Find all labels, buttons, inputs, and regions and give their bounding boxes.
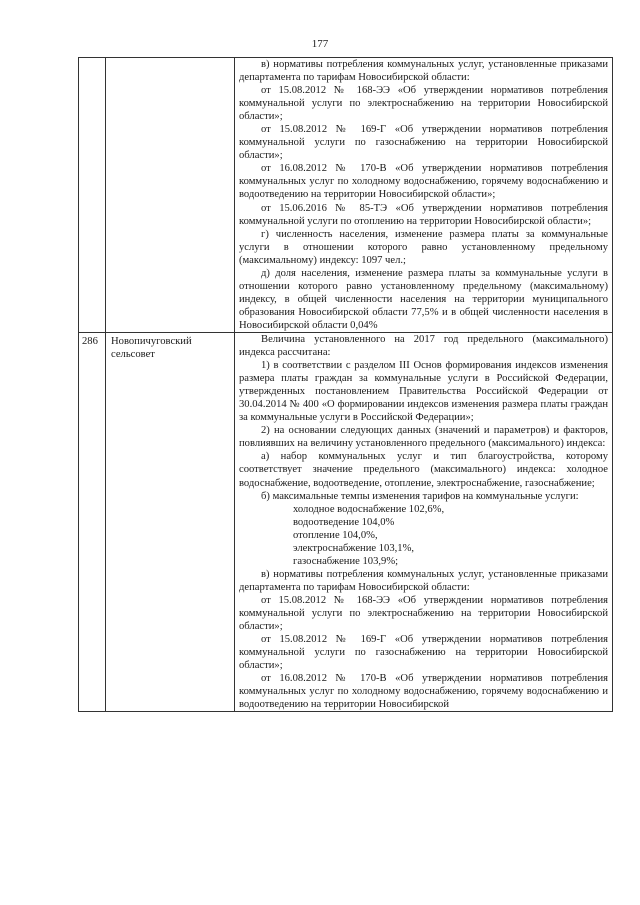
paragraph: от 15.08.2012 № 168-ЭЭ «Об утверждении нормативов потребления коммунальной услуги по электроснабжению на территории Новосибирской области»; bbox=[239, 85, 608, 123]
paragraph: 2) на основании следующих данных (значений и параметров) и факторов, повлиявших на величину установленного предельного (максимального) индекса: bbox=[239, 425, 608, 450]
municipality-cell bbox=[106, 58, 235, 333]
municipality-name: Новопичуговский сельсовет bbox=[111, 335, 192, 360]
paragraph: от 15.06.2016 № 85-ТЭ «Об утверждении нормативов потребления коммунальной услуги по отоплению на территории Новосибирской области»; bbox=[239, 202, 608, 227]
paragraph: 1) в соответствии с разделом III Основ формирования индексов изменения размера платы граждан за коммунальные услуги в Российской Федерации, утвержденных постановлением Правительства Российской Федерации от 30.04.2014 № 400 «О формировании индексов изменения размера платы граждан за коммунальные услуги в Российской Федерации»; bbox=[239, 360, 608, 424]
tariff-item: электроснабжение 103,1%, bbox=[293, 542, 415, 554]
paragraph: от 16.08.2012 № 170-В «Об утверждении нормативов потребления коммунальных услуг по холодному водоснабжению, горячему водоснабжению и водоотведению на территории Новосибирской bbox=[239, 673, 608, 711]
paragraph: а) набор коммунальных услуг и тип благоустройства, которому соответствует значение предельного (максимального) индекса: холодное водоснабжение, водоотведение, отопление, электроснабжение, газоснабжение; bbox=[239, 451, 608, 489]
table-row-286 bbox=[79, 332, 613, 711]
tariff-item: водоотведение 104,0% bbox=[293, 516, 395, 528]
municipality-cell bbox=[106, 332, 235, 711]
row-number bbox=[79, 58, 105, 60]
description-cell bbox=[235, 58, 613, 333]
paragraph: от 16.08.2012 № 170-В «Об утверждении нормативов потребления коммунальных услуг по холодному водоснабжению, горячему водоснабжению и водоотведению на территории Новосибирской области»; bbox=[239, 163, 608, 201]
tariff-item: газоснабжение 103,9%; bbox=[293, 555, 399, 567]
tariff-item: холодное водоснабжение 102,6%, bbox=[293, 503, 445, 515]
paragraph: д) доля населения, изменение размера платы за коммунальные услуги в отношении которого равно установленному предельному (максимальному) индексу, в общей численности населения на территории муниципального образования Новосибирской области 77,5% и в общей численности населения в Новосибирской области 0,04% bbox=[239, 267, 608, 331]
table-row-continued bbox=[79, 58, 613, 333]
municipality-name bbox=[106, 58, 234, 60]
paragraph: б) максимальные темпы изменения тарифов на коммунальные услуги: bbox=[261, 490, 579, 502]
row-number-cell bbox=[79, 58, 106, 333]
page-number: 177 bbox=[311, 38, 329, 50]
document-table bbox=[78, 57, 613, 712]
paragraph: от 15.08.2012 № 169-Г «Об утверждении нормативов потребления коммунальной услуги по газоснабжению на территории Новосибирской области»; bbox=[239, 634, 608, 672]
tariff-item: отопление 104,0%, bbox=[293, 529, 378, 541]
paragraph: в) нормативы потребления коммунальных услуг, установленные приказами департамента по тарифам Новосибирской области: bbox=[239, 568, 608, 593]
description-cell bbox=[235, 332, 613, 711]
paragraph: Величина установленного на 2017 год предельного (максимального) индекса рассчитана: bbox=[239, 333, 608, 359]
row-number: 286 bbox=[82, 335, 98, 347]
paragraph: г) численность населения, изменение размера платы за коммунальные услуги в отношении которого равно установленному предельному (максимальному) индексу: 1097 чел.; bbox=[239, 228, 608, 266]
paragraph: от 15.08.2012 № 169-Г «Об утверждении нормативов потребления коммунальной услуги по газоснабжению на территории Новосибирской области»; bbox=[239, 124, 608, 162]
paragraph: в) нормативы потребления коммунальных услуг, установленные приказами департамента по тарифам Новосибирской области: bbox=[239, 59, 608, 84]
row-number-cell bbox=[79, 332, 106, 711]
paragraph: от 15.08.2012 № 168-ЭЭ «Об утверждении нормативов потребления коммунальной услуги по электроснабжению на территории Новосибирской области»; bbox=[239, 594, 608, 633]
